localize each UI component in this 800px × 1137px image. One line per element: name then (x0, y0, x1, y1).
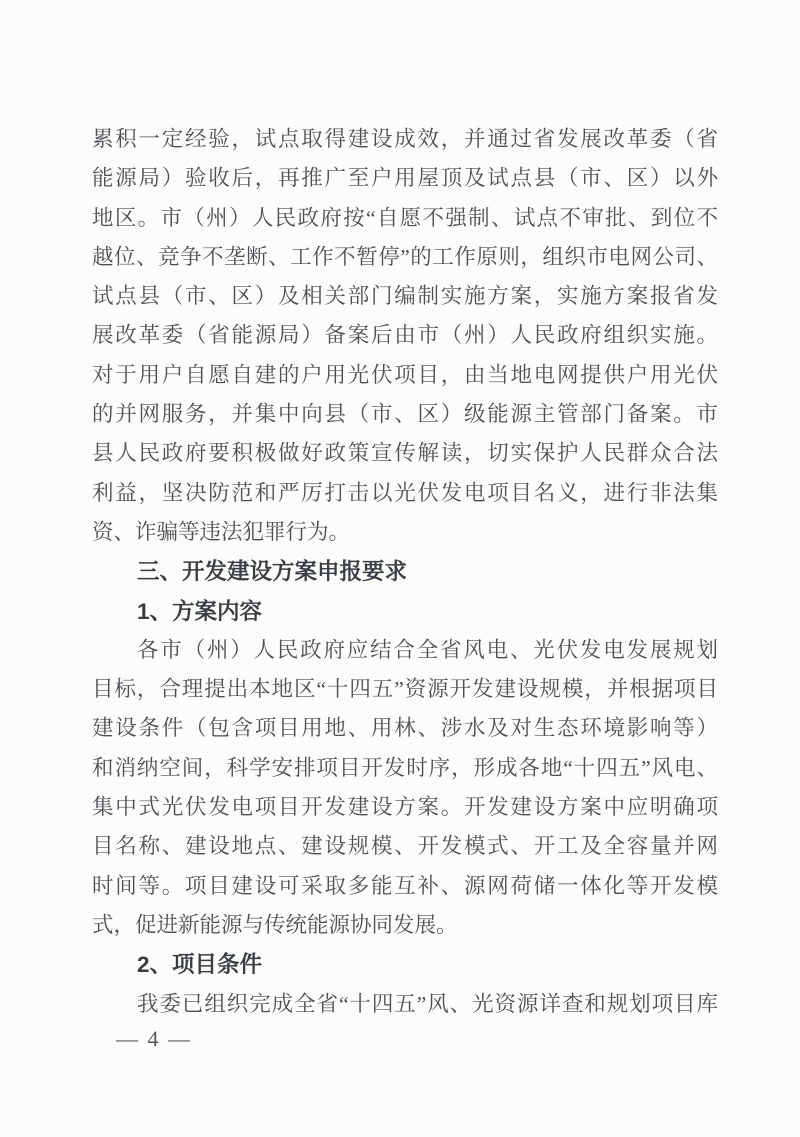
text-line: 的并网服务，并集中向县（市、区）级能源主管部门备案。市 (92, 402, 718, 427)
section-heading: 三、开发建设方案申报要求 (137, 559, 408, 585)
text-line: 建设条件（包含项目用地、用林、涉水及对生态环境影响等） (92, 716, 718, 741)
paragraph (92, 120, 718, 552)
text-line: 试点县（市、区）及相关部门编制实施方案，实施方案报省发 (92, 284, 718, 309)
paragraph (92, 985, 718, 1024)
page-number: — 4 — (116, 1026, 192, 1051)
text-line: 式，促进新能源与传统能源协同发展。 (92, 912, 458, 937)
text-line: 展改革委（省能源局）备案后由市（州）人民政府组织实施。 (92, 323, 718, 348)
text-line: 能源局）验收后，再推广至户用屋顶及试点县（市、区）以外 (92, 166, 718, 191)
text-line: 累积一定经验，试点取得建设成效，并通过省发展改革委（省 (92, 127, 718, 151)
text-line: 越位、竞争不垄断、工作不暂停”的工作原则，组织市电网公司、 (92, 244, 718, 269)
text-line: 利益，坚决防范和严厉打击以光伏发电项目名义，进行非法集 (92, 480, 718, 505)
text-line: 我委已组织完成全省“十四五”风、光资源详查和规划项目库 (137, 991, 718, 1016)
text-line: 目标，合理提出本地区“十四五”资源开发建设规模，并根据项目 (92, 677, 718, 702)
subsection-heading: 2、项目条件 (137, 952, 263, 978)
text-line: 资、诈骗等违法犯罪行为。 (92, 519, 351, 544)
document-body (92, 120, 718, 1024)
subsection-heading: 1、方案内容 (137, 598, 263, 624)
text-line: 各市（州）人民政府应结合全省风电、光伏发电发展规划 (137, 637, 718, 662)
text-line: 目名称、建设地点、建设规模、开发模式、开工及全容量并网 (92, 834, 718, 859)
text-line: 和消纳空间，科学安排项目开发时序，形成各地“十四五”风电、 (92, 755, 718, 780)
text-line: 地区。市（州）人民政府按“自愿不强制、试点不审批、到位不 (92, 205, 718, 230)
text-line: 集中式光伏发电项目开发建设方案。开发建设方案中应明确项 (92, 795, 718, 820)
paragraph (92, 631, 718, 945)
text-line: 时间等。项目建设可采取多能互补、源网荷储一体化等开发模 (92, 873, 718, 898)
text-line: 县人民政府要积极做好政策宣传解读，切实保护人民群众合法 (92, 441, 718, 466)
text-line: 对于用户自愿自建的户用光伏项目，由当地电网提供户用光伏 (92, 362, 718, 387)
